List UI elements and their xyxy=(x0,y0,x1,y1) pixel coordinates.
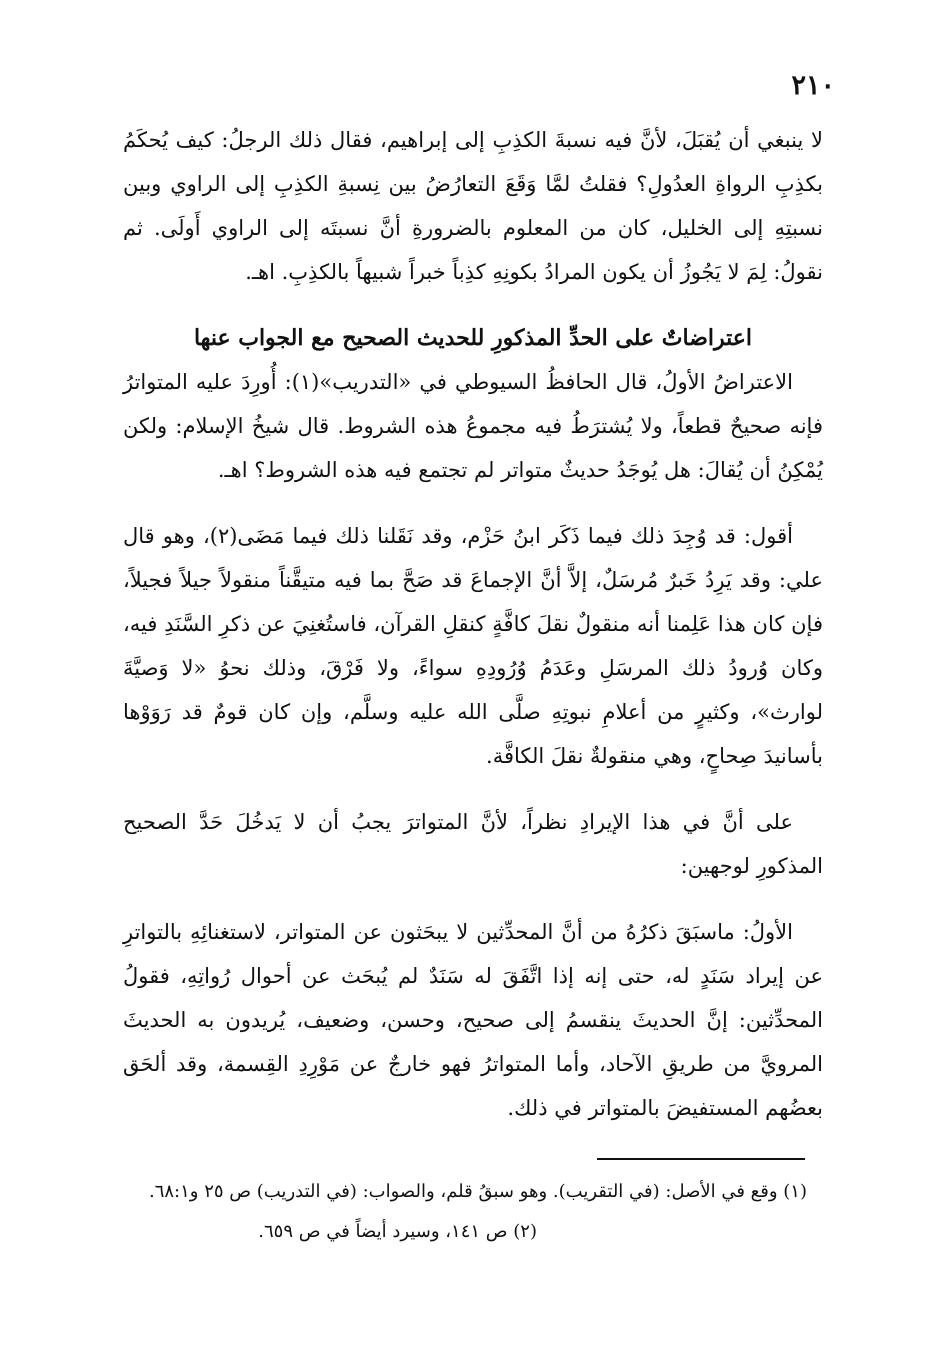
spacer xyxy=(123,294,823,316)
paragraph-note: على أنَّ في هذا الإيرادِ نظراً، لأنَّ المتواترَ يجبُ أن لا يَدخُلَ حَدَّ الصحيح المذكورِ لوجهين: xyxy=(123,810,823,878)
page-number: ٢١٠ xyxy=(791,70,835,101)
spacer xyxy=(123,888,823,910)
paragraph-response: أقول: قد وُجِدَ ذلك فيما ذَكَر ابنُ حَزْم، وقد نَقَلنا ذلك فيما مَضَى(٢)، وهو قال علي: وقد يَرِدُ خَبرٌ مُرسَلٌ، إلاَّ أنَّ الإجماعَ قد صَحَّ بما فيه متيقَّناً منقولاً جيلاً فجيلاً، فإن كان هذا عَلِمنا أنه منقولٌ نقلَ كافَّةٍ كنقلِ القرآن، فاستُغنِيَ عن ذكرِ السَّنَدِ فيه، وكان وُرودُ ذلك المرسَلِ وعَدَمُ وُرُودِهِ سواءً، ولا فَرْقَ، وذلك نحوُ «لا وَصيَّةَ لوارث»، وكثيرٍ من أعلامِ نبوتِهِ صلَّى الله عليه وسلَّم، وإن كان قومٌ قد رَوَوْها بأسانيدَ صِحاحٍ، وهي منقولةٌ نقلَ الكافَّة. xyxy=(123,524,823,768)
section-heading: اعتراضاتٌ على الحدِّ المذكورِ للحديث الصحيح مع الجواب عنها xyxy=(193,325,753,351)
main-text xyxy=(123,118,823,1130)
spacer xyxy=(123,492,823,514)
paragraph-first-reason: الأولُ: ماسبَقَ ذكرُهُ من أنَّ المحدِّثين لا يبحَثون عن المتواتر، لاستغنائِهِ بالتواترِ عن إيراد سَنَدٍ له، حتى إنه إذا اتَّفَقَ له سَنَدٌ لم يُبحَث عن أحوال رُواتِهِ، فقولُ المحدِّثين: إنَّ الحديثَ ينقسمُ إلى صحيح، وحسن، وضعيف، يُريدون به الحديثَ المرويَّ من طريقِ الآحاد، وأما المتواترُ فهو خارجٌ عن مَوْرِدِ القِسمة، وقد ألحَق بعضُهم المستفيضَ بالمتواتر في ذلك. xyxy=(123,920,823,1120)
paragraph-continuation: لا ينبغي أن يُقبَلَ، لأنَّ فيه نسبةَ الكذِبِ إلى إبراهيم، فقال ذلك الرجلُ: كيف يُحكَمُ بكذِبِ الرواةِ العدُولِ؟ فقلتُ لمَّا وَقَعَ التعارُضُ بين نِسبةِ الكذِبِ إلى الراوي وبين نسبتِهِ إلى الخليل، كان من المعلوم بالضرورةِ أنَّ نسبتَه إلى الراوي أَولَى. ثم نقولُ: لِمَ لا يَجُوزُ أن يكون المرادُ بكونِهِ كذِباً خبراً شبيهاً بالكذِبِ. اهـ. xyxy=(123,128,823,284)
footnote-divider xyxy=(597,1158,805,1160)
spacer xyxy=(123,778,823,800)
footnote-1: (١) وقع في الأصل: (في التقريب). وهو سبقُ قلم، والصواب: (في التدريب) ص ٢٥ و٦٨:١. xyxy=(148,1181,807,1202)
paragraph-first-objection: الاعتراضُ الأولُ، قال الحافظُ السيوطي في «التدريب»(١): أُورِدَ عليه المتواترُ فإنه صحيحٌ قطعاً، ولا يُشترَطُ فيه مجموعُ هذه الشروط. قال شيخُ الإسلام: ولكن يُمْكِنُ أن يُقالَ: هل يُوجَدُ حديثٌ متواتر لم تجتمع فيه هذه الشروط؟ اهـ. xyxy=(123,370,823,482)
footnote-2: (٢) ص ١٤١، وسيرد أيضاً في ص ٦٥٩. xyxy=(258,1221,537,1242)
footnotes xyxy=(119,1172,807,1252)
